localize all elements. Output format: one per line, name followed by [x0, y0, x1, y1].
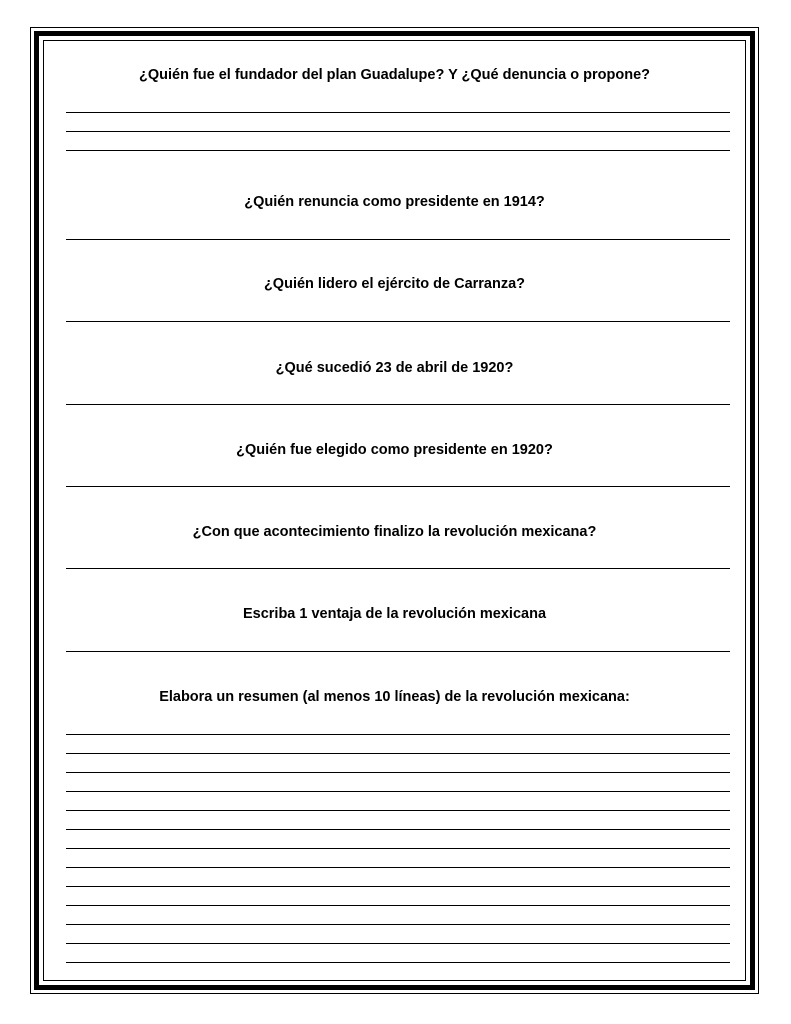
question-1-text: ¿Quién fue el fundador del plan Guadalupe? Y ¿Qué denuncia o propone? — [138, 67, 651, 83]
summary-answer-line-6[interactable] — [66, 829, 730, 830]
summary-answer-line-9[interactable] — [66, 886, 730, 887]
summary-answer-line-8[interactable] — [66, 867, 730, 868]
summary-answer-line-3[interactable] — [66, 772, 730, 773]
question-5-answer-line[interactable] — [66, 486, 730, 487]
summary-answer-line-2[interactable] — [66, 753, 730, 754]
summary-answer-line-1[interactable] — [66, 734, 730, 735]
question-6-text: ¿Con que acontecimiento finalizo la revolución mexicana? — [192, 524, 597, 540]
question-3-text: ¿Quién lidero el ejército de Carranza? — [263, 276, 526, 292]
page-border-inner — [43, 40, 746, 981]
summary-answer-line-7[interactable] — [66, 848, 730, 849]
summary-answer-line-4[interactable] — [66, 791, 730, 792]
summary-answer-line-13[interactable] — [66, 962, 730, 963]
question-3-answer-line[interactable] — [66, 321, 730, 322]
question-4-text: ¿Qué sucedió 23 de abril de 1920? — [275, 360, 514, 376]
question-2-answer-line[interactable] — [66, 239, 730, 240]
question-2-text: ¿Quién renuncia como presidente en 1914? — [244, 194, 545, 210]
question-7-answer-line[interactable] — [66, 651, 730, 652]
question-7-text: Escriba 1 ventaja de la revolución mexicana — [242, 606, 547, 622]
question-1-answer-line-3[interactable] — [66, 150, 730, 151]
question-5-text: ¿Quién fue elegido como presidente en 1920? — [236, 442, 553, 458]
question-1-answer-line-2[interactable] — [66, 131, 730, 132]
summary-answer-line-10[interactable] — [66, 905, 730, 906]
summary-answer-line-12[interactable] — [66, 943, 730, 944]
summary-answer-line-11[interactable] — [66, 924, 730, 925]
question-6-answer-line[interactable] — [66, 568, 730, 569]
question-1-answer-line-1[interactable] — [66, 112, 730, 113]
question-4-answer-line[interactable] — [66, 404, 730, 405]
question-8-text: Elabora un resumen (al menos 10 líneas) de la revolución mexicana: — [159, 689, 630, 705]
summary-answer-line-5[interactable] — [66, 810, 730, 811]
